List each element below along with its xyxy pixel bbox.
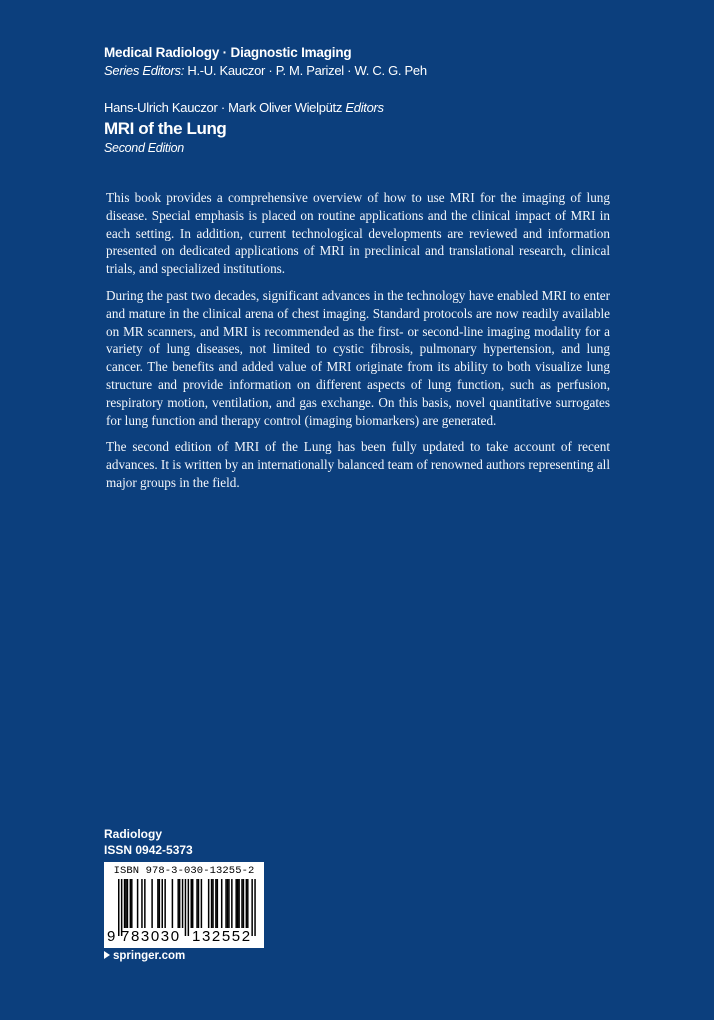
barcode-bar (201, 879, 203, 928)
barcode-bar (221, 879, 223, 928)
barcode-bar (157, 879, 159, 928)
barcode-bar (241, 879, 243, 928)
book-editors (104, 99, 624, 116)
footer-issn: ISSN 0942-5373 (104, 843, 193, 857)
isbn-barcode (104, 862, 264, 948)
book-editors-names: Hans-Ulrich Kauczor · Mark Oliver Wielpütz (104, 100, 343, 115)
barcode-bar (164, 879, 166, 928)
barcode-lead-digit: 9 (107, 928, 117, 945)
barcode-bar (231, 879, 233, 928)
barcode-bar (179, 879, 181, 928)
barcode-bar (191, 879, 193, 928)
barcode-bar (125, 879, 127, 928)
series-editors-label: Series Editors: (104, 63, 185, 78)
series-editors (104, 61, 624, 80)
barcode-bar (227, 879, 229, 928)
footer-series-info (104, 826, 364, 858)
series-header (104, 44, 624, 80)
book-edition: Second Edition (104, 141, 184, 155)
barcode-bar (237, 879, 239, 928)
series-title: Medical Radiology · Diagnostic Imaging (104, 45, 352, 60)
barcode-bar (217, 879, 219, 928)
barcode-bar (215, 879, 217, 928)
barcode-bar (141, 879, 143, 928)
footer-series-name: Radiology (104, 827, 163, 841)
barcode-bar (124, 879, 126, 928)
book-header (104, 99, 624, 156)
barcode-bar (228, 879, 230, 928)
barcode-bar (144, 879, 146, 928)
barcode-bar (137, 879, 139, 928)
barcode-bar (211, 879, 213, 928)
publisher-link[interactable] (104, 948, 185, 964)
barcode-bar (196, 879, 198, 928)
series-editors-names: H.-U. Kauczor · P. M. Parizel · W. C. G. Peh (187, 63, 427, 78)
book-title: MRI of the Lung (104, 119, 227, 138)
barcode-bar (162, 879, 164, 928)
description-paragraph: This book provides a comprehensive overview of how to use MRI for the imaging of lung disease. Special emphasis is placed on routine applications and the clinical impact of MRI in each setting. In addition, current technological developments are reviewed and information presented on dedicated applications of MRI in preclinical and translational research, clinical trials, and specialized institutions. (106, 190, 610, 277)
arrow-right-icon (104, 951, 110, 959)
barcode-bar (198, 879, 200, 928)
barcode-bar (151, 879, 153, 928)
barcode-left-digits: 783030 (121, 928, 181, 945)
barcode-bar (243, 879, 245, 928)
barcode-digits (104, 928, 264, 946)
barcode-bar (246, 879, 248, 928)
barcode-bar (159, 879, 161, 928)
barcode-bar (172, 879, 174, 928)
barcode-bar (225, 879, 227, 928)
description-paragraph: During the past two decades, significant advances in the technology have enabled MRI to enter and mature in the clinical arena of chest imaging. Standard protocols are now readily available on MR scanners, and MRI is recommended as the first- or second-line imaging modality for a variety of lung diseases, not limited to cystic fibrosis, pulmonary hypertension, and lung cancer. The benefits and added value of MRI originate from its ability to both visualize lung structure and provide information on different aspects of lung function, such as perfusion, respiratory motion, ventilation, and gas exchange. On this basis, novel quantitative surrogates for lung function and therapy control (imaging biomarkers) are generated. (106, 287, 610, 428)
barcode-bar (208, 879, 210, 928)
barcode-bar (127, 879, 129, 928)
book-editors-role: Editors (345, 100, 384, 115)
barcode-bar (192, 879, 194, 928)
book-description (106, 189, 610, 501)
barcode-bar (238, 879, 240, 928)
description-paragraph: The second edition of MRI of the Lung has been fully updated to take account of recent advances. It is written by an internationally balanced team of renowned authors representing all major groups in the field. (106, 439, 610, 490)
barcode-bar (131, 879, 133, 928)
barcode-isbn-label: ISBN 978-3-030-13255-2 (113, 865, 255, 877)
barcode-right-digits: 132552 (192, 928, 252, 945)
barcode-bar (130, 879, 132, 928)
barcode-bar (212, 879, 214, 928)
barcode-bar (235, 879, 237, 928)
publisher-url: springer.com (113, 950, 186, 962)
barcode-bar (177, 879, 179, 928)
barcode-bar (182, 879, 184, 928)
barcode-bar (247, 879, 249, 928)
